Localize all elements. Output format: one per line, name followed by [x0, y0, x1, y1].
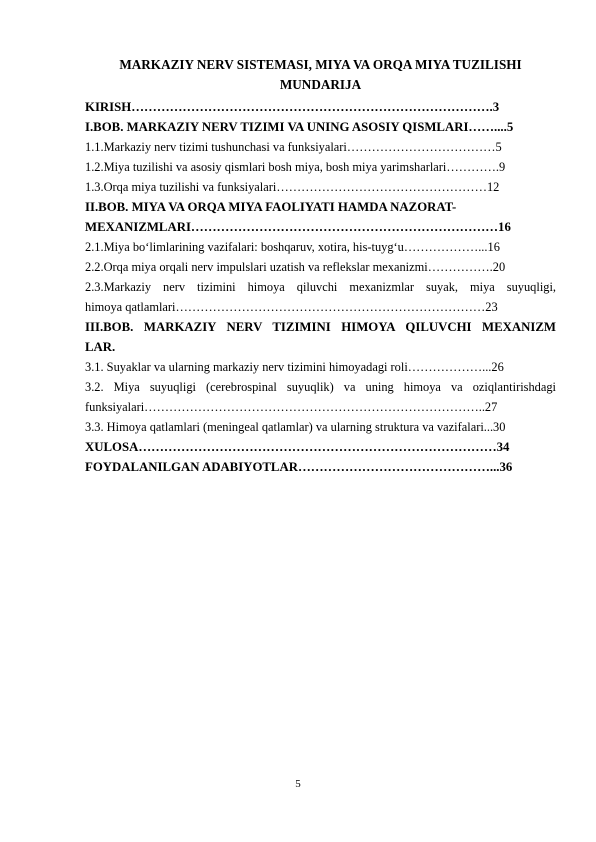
- toc-entry-chapter-3-line2: LAR.: [85, 340, 116, 354]
- toc-entry-kirish: KIRISH………………………………………………………………………….3: [85, 100, 500, 114]
- toc-entry-chapter-3-line1: III.BOB. MARKAZIY NERV TIZIMINI HIMOYA QILUVCHI MEXANIZM: [85, 320, 556, 334]
- toc-heading: MUNDARIJA: [279, 77, 362, 92]
- toc-entry-2-3-line1: 2.3.Markaziy nerv tizimini himoya qiluvchi mexanizmlar suyak, miya suyuqligi,: [85, 280, 556, 294]
- toc-entry-2-2: 2.2.Orqa miya orqali nerv impulslari uzatish va reflekslar mexanizmi…………….20: [85, 260, 506, 274]
- toc-entry-chapter-2-line1: II.BOB. MIYA VA ORQA MIYA FAOLIYATI HAMDA NAZORAT-: [85, 200, 457, 214]
- toc-entry-chapter-1: I.BOB. MARKAZIY NERV TIZIMI VA UNING ASOSIY QISMLARI……....5: [85, 120, 514, 134]
- toc-entry-xulosa: XULOSA…………………………………………………………………………34: [85, 440, 510, 454]
- document-page: [85, 55, 556, 477]
- toc-entry-1-3: 1.3.Orqa miya tuzilishi va funksiyalari……………………………………………12: [85, 180, 500, 194]
- toc-entry-3-1: 3.1. Suyaklar va ularning markaziy nerv tizimini himoyadagi roli………………...26: [85, 360, 504, 374]
- toc-entry-bibliography: FOYDALANILGAN ADABIYOTLAR………………………………………...36: [85, 460, 513, 474]
- toc-entry-3-2-line2: funksiyalari………………………………………………………………………..27: [85, 400, 498, 414]
- toc-entry-2-3-line2: himoya qatlamlari…………………………………………………………………23: [85, 300, 498, 314]
- toc-entry-1-2: 1.2.Miya tuzilishi va asosiy qismlari bosh miya, bosh miya yarimsharlari………….9: [85, 160, 506, 174]
- page-number: 5: [295, 778, 301, 790]
- document-title: MARKAZIY NERV SISTEMASI, MIYA VA ORQA MIYA TUZILISHI: [119, 57, 522, 72]
- toc-entry-3-3: 3.3. Himoya qatlamlari (meningeal qatlamlar) va ularning struktura va vazifalari...30: [85, 420, 506, 434]
- toc-entry-3-2-line1: 3.2. Miya suyuqligi (cerebrospinal suyuqlik) va uning himoya va oziqlantirishdagi: [85, 380, 556, 394]
- toc-entry-chapter-2-line2: MEXANIZMLARI………………………………………………………………16: [85, 220, 511, 234]
- toc-entry-2-1: 2.1.Miya bo‘limlarining vazifalari: boshqaruv, xotira, his-tuyg‘u………………...16: [85, 240, 500, 254]
- toc-entry-1-1: 1.1.Markaziy nerv tizimi tushunchasi va funksiyalari………………………………5: [85, 140, 502, 154]
